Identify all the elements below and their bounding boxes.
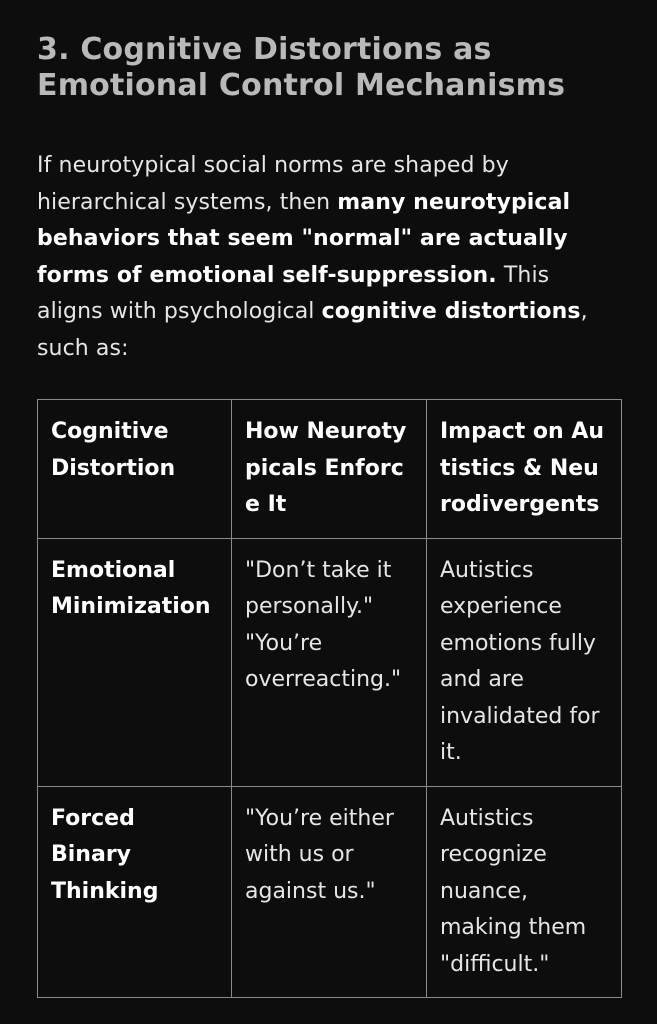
paragraph-text-3: , such as: [37, 299, 588, 361]
cell-distortion: Forced Binary Thinking [38, 786, 232, 998]
article-content [37, 0, 621, 977]
paragraph-bold-1: many neurotypical behaviors that seem "normal" are actually forms of emotional self-suppression. [37, 189, 571, 288]
cell-distortion: Emotional Minimization [38, 538, 232, 786]
cell-enforcement: "You’re either with us or against us." [232, 786, 427, 998]
section-heading [37, 0, 621, 104]
intro-paragraph [37, 148, 621, 367]
table-header-row [38, 400, 622, 539]
header-how-enforced: How Neurotypicals Enforce It [232, 400, 427, 539]
table-row [38, 786, 622, 998]
distortions-table [37, 399, 622, 998]
paragraph-text-1: If neurotypical social norms are shaped by hierarchical systems, then [37, 153, 509, 215]
header-impact: Impact on Autistics & Neurodivergents [427, 400, 622, 539]
cell-enforcement: "Don’t take it personally." "You’re overreacting." [232, 538, 427, 786]
table-row [38, 538, 622, 786]
header-cognitive-distortion: Cognitive Distortion [38, 400, 232, 539]
paragraph-bold-2: cognitive distortions [321, 299, 581, 324]
section-heading-line-1: 3. Cognitive Distortions as [37, 32, 492, 67]
section-heading-line-2: Emotional Control Mechanisms [37, 68, 566, 103]
paragraph-text-2: This aligns with psychological [37, 262, 550, 324]
cell-impact: Autistics experience emotions fully and are invalidated for it. [427, 538, 622, 786]
cell-impact: Autistics recognize nuance, making them "difficult." [427, 786, 622, 998]
